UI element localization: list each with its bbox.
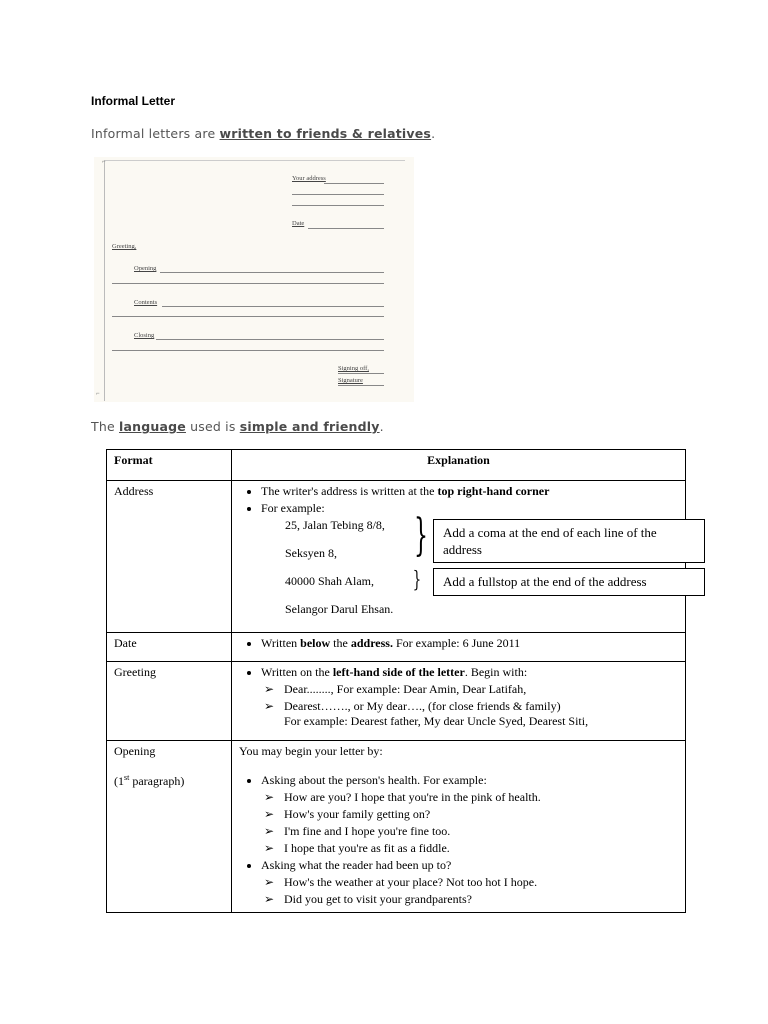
signing-off-line (338, 373, 384, 374)
lang-post: . (379, 419, 384, 434)
opening-label-paragraph (114, 773, 224, 789)
address-bullet-2 (261, 501, 678, 516)
opening-bullet-1: • Asking about the person's health. For example: (261, 773, 678, 788)
date-mid: the (330, 636, 351, 650)
diagram-signing-off: Signing off, (338, 365, 369, 372)
table-row-date (107, 633, 686, 662)
date-bold-2: address. (350, 636, 393, 650)
closing-line-2 (112, 350, 384, 351)
opening-label-paragraph-sup: st (124, 773, 130, 782)
opening-intro: You may begin your letter by: (239, 744, 383, 758)
greeting-post: . Begin with: (464, 665, 528, 679)
diagram-signature: Signature (338, 377, 363, 384)
date-line (308, 228, 384, 229)
health-item: ➢ I hope that you're as fit as a fiddle. (284, 841, 678, 856)
opening-line-1 (160, 272, 384, 273)
date-post: For example: 6 June 2011 (392, 636, 521, 650)
row-label-opening (107, 741, 232, 913)
header-explanation: Explanation (232, 450, 686, 481)
greeting-sub-1: ➢ Dear........, For example: Dear Amin, Dear Latifah, (284, 682, 678, 697)
greeting-sub-2-example: For example: Dearest father, My dear Uncle Syed, Dearest Siti, (284, 714, 589, 728)
table-header-row (107, 450, 686, 481)
row-body-opening (232, 741, 686, 913)
health-item: ➢ How's your family getting on? (284, 807, 678, 822)
opening-label-paragraph-pre: (1 (114, 774, 124, 788)
brace-fullstop: } (412, 568, 422, 593)
greeting-sub-2-text: Dearest……., or My dear…., (for close friends & family) (284, 699, 561, 713)
corner-mark-top: ⌐ (102, 159, 106, 165)
greeting-bold: left-hand side of the letter (332, 665, 465, 679)
date-bold-1: below (300, 636, 331, 650)
diagram-closing: Closing (134, 332, 155, 339)
address-line-1 (324, 183, 384, 184)
diagram-greeting: Greeting, (112, 243, 137, 250)
diagram-your-address: Your address (292, 175, 326, 182)
address-bullet-1-bold: top right-hand corner (437, 484, 550, 498)
greeting-sub-2 (284, 699, 678, 729)
closing-line-1 (156, 339, 384, 340)
address-line: 40000 Shah Alam, (285, 574, 374, 588)
upto-item: ➢ How's the weather at your place? Not too hot I hope. (284, 875, 678, 890)
date-bullet (261, 636, 678, 651)
address-line-2 (292, 194, 384, 195)
diagram-opening: Opening (134, 265, 157, 272)
diagram-date: Date (292, 220, 305, 227)
opening-label: Opening (114, 744, 156, 758)
header-format: Format (107, 450, 232, 481)
upto-item: ➢ Did you get to visit your grandparents? (284, 892, 678, 907)
address-bullet-1-text: The writer's address is written at the (261, 484, 438, 498)
lang-emphasis-1: language (119, 419, 186, 434)
row-label-address: Address (107, 481, 232, 633)
address-bullet-2-text: For example: (261, 501, 325, 515)
letter-diagram (94, 157, 414, 402)
row-body-date (232, 633, 686, 662)
intro-emphasis: written to friends & relatives (219, 126, 432, 141)
row-body-greeting (232, 662, 686, 741)
note-fullstop: Add a fullstop at the end of the address (433, 568, 705, 596)
lang-mid: used is (185, 419, 240, 434)
address-line: Selangor Darul Ehsan. (285, 602, 394, 616)
brace-comma: } (414, 510, 428, 561)
diagram-contents: Contents (134, 299, 158, 306)
row-label-greeting: Greeting (107, 662, 232, 741)
opening-label-paragraph-post: paragraph) (129, 774, 185, 788)
table-row-greeting (107, 662, 686, 741)
health-item: ➢ I'm fine and I hope you're fine too. (284, 824, 678, 839)
opening-line-2 (112, 283, 384, 284)
health-item: ➢ How are you? I hope that you're in the pink of health. (284, 790, 678, 805)
greeting-bullet (261, 665, 678, 680)
greeting-pre: Written on the (261, 665, 333, 679)
contents-line-1 (162, 306, 384, 307)
lang-emphasis-2: simple and friendly (239, 419, 380, 434)
row-label-date: Date (107, 633, 232, 662)
intro-sentence (91, 126, 435, 141)
address-bullet-1 (261, 484, 678, 499)
table-row-opening (107, 741, 686, 913)
lang-pre: The (91, 419, 120, 434)
address-line: Seksyen 8, (285, 546, 337, 560)
date-pre: Written (261, 636, 301, 650)
language-sentence (91, 419, 384, 434)
address-line: 25, Jalan Tebing 8/8, (285, 518, 385, 532)
corner-mark-bottom: ⌐ (96, 391, 100, 397)
note-comma: Add a coma at the end of each line of the address (433, 519, 705, 563)
page-heading: Informal Letter (91, 94, 176, 108)
opening-bullet-2: • Asking what the reader had been up to? (261, 858, 678, 873)
signature-line (338, 385, 384, 386)
intro-pre: Informal letters are (91, 126, 220, 141)
address-line-3 (292, 205, 384, 206)
intro-post: . (431, 126, 436, 141)
contents-line-2 (112, 316, 384, 317)
